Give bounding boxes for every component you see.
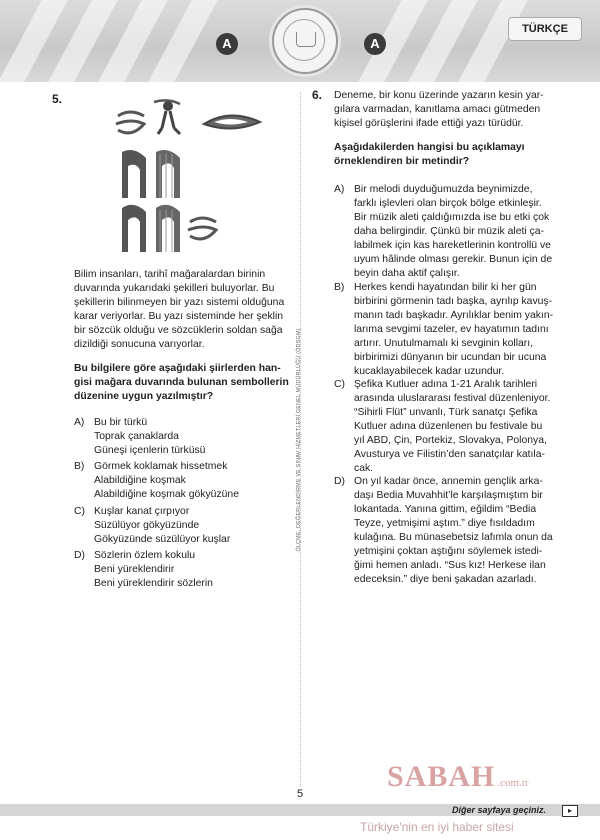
next-page-note: Diğer sayfaya geçiniz. bbox=[452, 805, 547, 815]
subject-badge: TÜRKÇE bbox=[508, 17, 582, 41]
question-6-option-c[interactable]: C) Şefika Kutluer adına 1-21 Aralık tarihleri arasında uluslararası festival düzenleniyor. “Sihirli Flüt” unvanlı, Türk sanatçı Şefika Kutluer adına düzenlenen bu festivale bu yıl ABD, Çin, Portekiz, Slovakya, Polonya, Avusturya ve Filistin’den sanatçılar katıla- cak. bbox=[334, 379, 551, 474]
question-6-intro: Deneme, bir konu üzerinde yazarın kesin yar- gılara varmadan, kanıtlama amacı gütmeden kişisel görüşlerini ifade ettiği yazı türüdür. bbox=[334, 90, 544, 129]
question-6-number: 6. bbox=[312, 88, 323, 102]
page-header bbox=[0, 0, 600, 82]
question-6-option-b[interactable]: B) Herkes kendi hayatından bilir ki her gün birbirini görmenin tadı başka, ayrılıp kavuş- manın tadı başkadır. Ayrılıklar benim yakın- larıma sevgimi tazeler, ev hayatımın tadını artırır. Unutulmamalı ki sevginin kolları, birbirimizi dünyanın bir ucundan bir ucuna kucaklayabilecek kadar uzundur. bbox=[334, 282, 554, 377]
page-number: 5 bbox=[296, 788, 304, 800]
question-6-stem: Aşağıdakilerden hangisi bu açıklamayı örneklendiren bir metindir? bbox=[334, 142, 525, 167]
watermark-slogan: Türkiye'nin en iyi haber sitesi bbox=[360, 820, 514, 834]
question-5-option-a[interactable]: A) Bu bir türkü Toprak çanaklarda Güneşi içenlerin türküsü bbox=[74, 417, 206, 456]
question-5-stem: Bu bilgilere göre aşağıdaki şiirlerden han- gisi mağara duvarında bulunan sembollerin düzenine uygun yazılmıştır? bbox=[74, 363, 289, 402]
next-page-arrow-icon: ▸ bbox=[562, 805, 578, 817]
question-5-option-b[interactable]: B) Görmek koklamak hissetmek Alabildiğine koşmak Alabildiğine koşmak gökyüzüne bbox=[74, 461, 239, 500]
question-6-option-d[interactable]: D) On yıl kadar önce, annemin gençlik arka- daşı Bedia Muvahhit’le karşılaşmıştım bir lokantada. Yanına gittim, eğildim “Bedia Teyze, yetmişimi aştım.” diye fısıldadım kulağına. Bu münasebetsiz lafımla onun da yetmişini çoktan aştığını söylemek istedi- ğimi hemen anladı. “Sus kız! Herkese ilan edeceksin.” diye beni şakadan azarladı. bbox=[334, 476, 553, 585]
ministry-seal-icon bbox=[272, 8, 338, 74]
question-6-option-a[interactable]: A) Bir melodi duyduğumuzda beynimizde, farklı işlevleri olan birçok bölge etkinleşir. Bir müzik aleti çaldığımızda ise bu etki çok daha belirgindir. Çünkü bir müzik aleti ça- labilmek için kas hareketlerinin kontrollü ve uyum hâlinde olması gerekir. Bunun için de beyin daha aktif çalışır. bbox=[334, 184, 553, 279]
question-5-intro: Bilim insanları, tarihî mağaralardan birinin duvarında yukarıdaki şekilleri buluyorlar. Bu şekillerin bilinmeyen bir yazı sistemi olduğuna karar veriyorlar. Bu yazı sisteminde her şeklin bir sözcük olduğu ve sözcüklerin soldan sağa dizildiği sonucuna varıyorlar. bbox=[74, 269, 285, 350]
cave-symbols-figure bbox=[100, 94, 292, 258]
booklet-letter-left: A bbox=[216, 33, 238, 55]
question-5-number: 5. bbox=[52, 92, 63, 106]
question-5-option-c[interactable]: C) Kuşlar kanat çırpıyor Süzülüyor gökyüzünde Gökyüzünde süzülüyor kuşlar bbox=[74, 506, 231, 545]
publisher-side-text: ÖLÇME, DEĞERLENDİRME VE SINAV HİZMETLERİ GENEL MÜDÜRLÜĞÜ (ÖDSGM) bbox=[296, 328, 302, 552]
booklet-letter-right: A bbox=[364, 33, 386, 55]
question-5-option-d[interactable]: D) Sözlerin özlem kokulu Beni yüreklendirir Beni yüreklendirir sözlerin bbox=[74, 550, 213, 589]
sabah-watermark-logo: SABAH .com.tr bbox=[387, 760, 529, 793]
